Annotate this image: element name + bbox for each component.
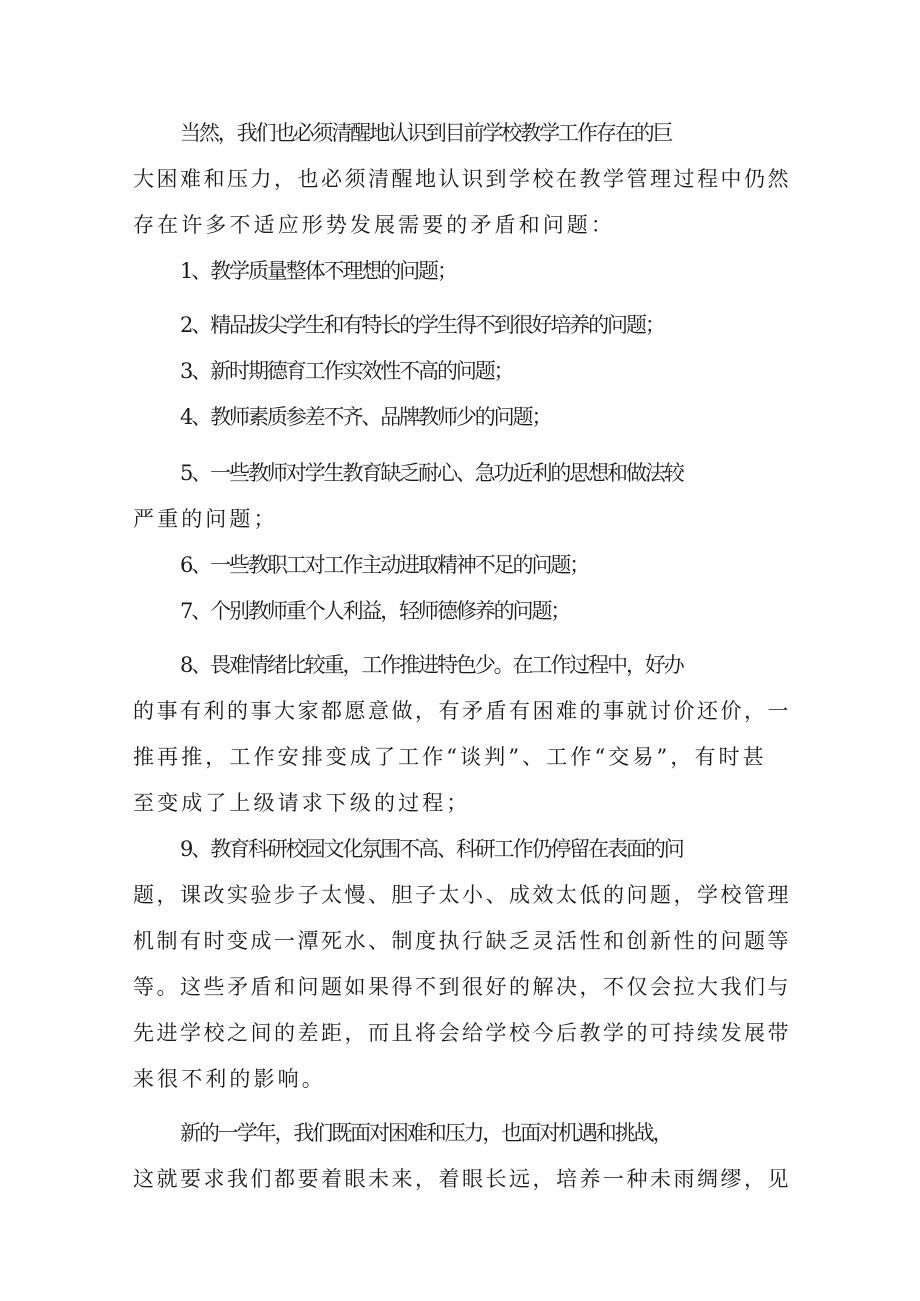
list-item-5-line-2: 严重的问题； xyxy=(133,507,278,531)
list-item-9-line-6: 来很不利的影响。 xyxy=(133,1067,326,1091)
list-item-4: 4、教师素质参差不齐、品牌教师少的问题； xyxy=(180,405,551,429)
list-item-9-line-4: 等。这些矛盾和问题如果得不到很好的解决，不仅会拉大我们与 xyxy=(133,975,791,999)
list-item-9-line-2: 题，课改实验步子太慢、胆子太小、成效太低的问题，学校管理 xyxy=(133,883,791,907)
list-item-9-line-3: 机制有时变成一潭死水、制度执行缺乏灵活性和创新性的问题等 xyxy=(133,929,791,953)
list-item-8-line-3: 推再推，工作安排变成了工作“谈判”、工作“交易”，有时甚 xyxy=(133,745,767,769)
paragraph-intro-line-2: 大困难和压力，也必须清醒地认识到学校在教学管理过程中仍然 xyxy=(133,167,791,191)
list-item-1: 1、教学质量整体不理想的问题； xyxy=(180,259,456,283)
list-item-5-line-1: 5、一些教师对学生教育缺乏耐心、急功近利的思想和做法较 xyxy=(180,461,683,485)
list-item-8-line-4: 至变成了上级请求下级的过程； xyxy=(133,791,471,815)
list-item-6: 6、一些教职工对工作主动进取精神不足的问题； xyxy=(180,553,589,577)
list-item-3: 3、新时期德育工作实效性不高的问题； xyxy=(180,359,513,383)
list-item-2: 2、精品拔尖学生和有特长的学生得不到很好培养的问题； xyxy=(180,313,664,337)
list-item-9-line-5: 先进学校之间的差距，而且将会给学校今后教学的可持续发展带 xyxy=(133,1021,791,1045)
paragraph-closing-line-2: 这就要求我们都要着眼未来，着眼长远，培养一种未雨绸缪，见 xyxy=(133,1167,791,1191)
list-item-7: 7、个别教师重个人利益，轻师德修养的问题； xyxy=(180,599,570,623)
paragraph-closing-line-1: 新的一学年，我们既面对困难和压力，也面对机遇和挑战， xyxy=(180,1121,672,1145)
list-item-8-line-1: 8、畏难情绪比较重，工作推进特色少。在工作过程中，好办 xyxy=(180,653,683,677)
list-item-9-line-1: 9、教育科研校园文化氛围不高、科研工作仍停留在表面的问 xyxy=(180,837,683,861)
paragraph-intro-line-3: 存在许多不适应形势发展需要的矛盾和问题： xyxy=(133,213,615,237)
list-item-8-line-2: 的事有利的事大家都愿意做，有矛盾有困难的事就讨价还价，一 xyxy=(133,699,791,723)
paragraph-intro-line-1: 当然，我们也必须清醒地认识到目前学校教学工作存在的巨 xyxy=(180,121,672,145)
